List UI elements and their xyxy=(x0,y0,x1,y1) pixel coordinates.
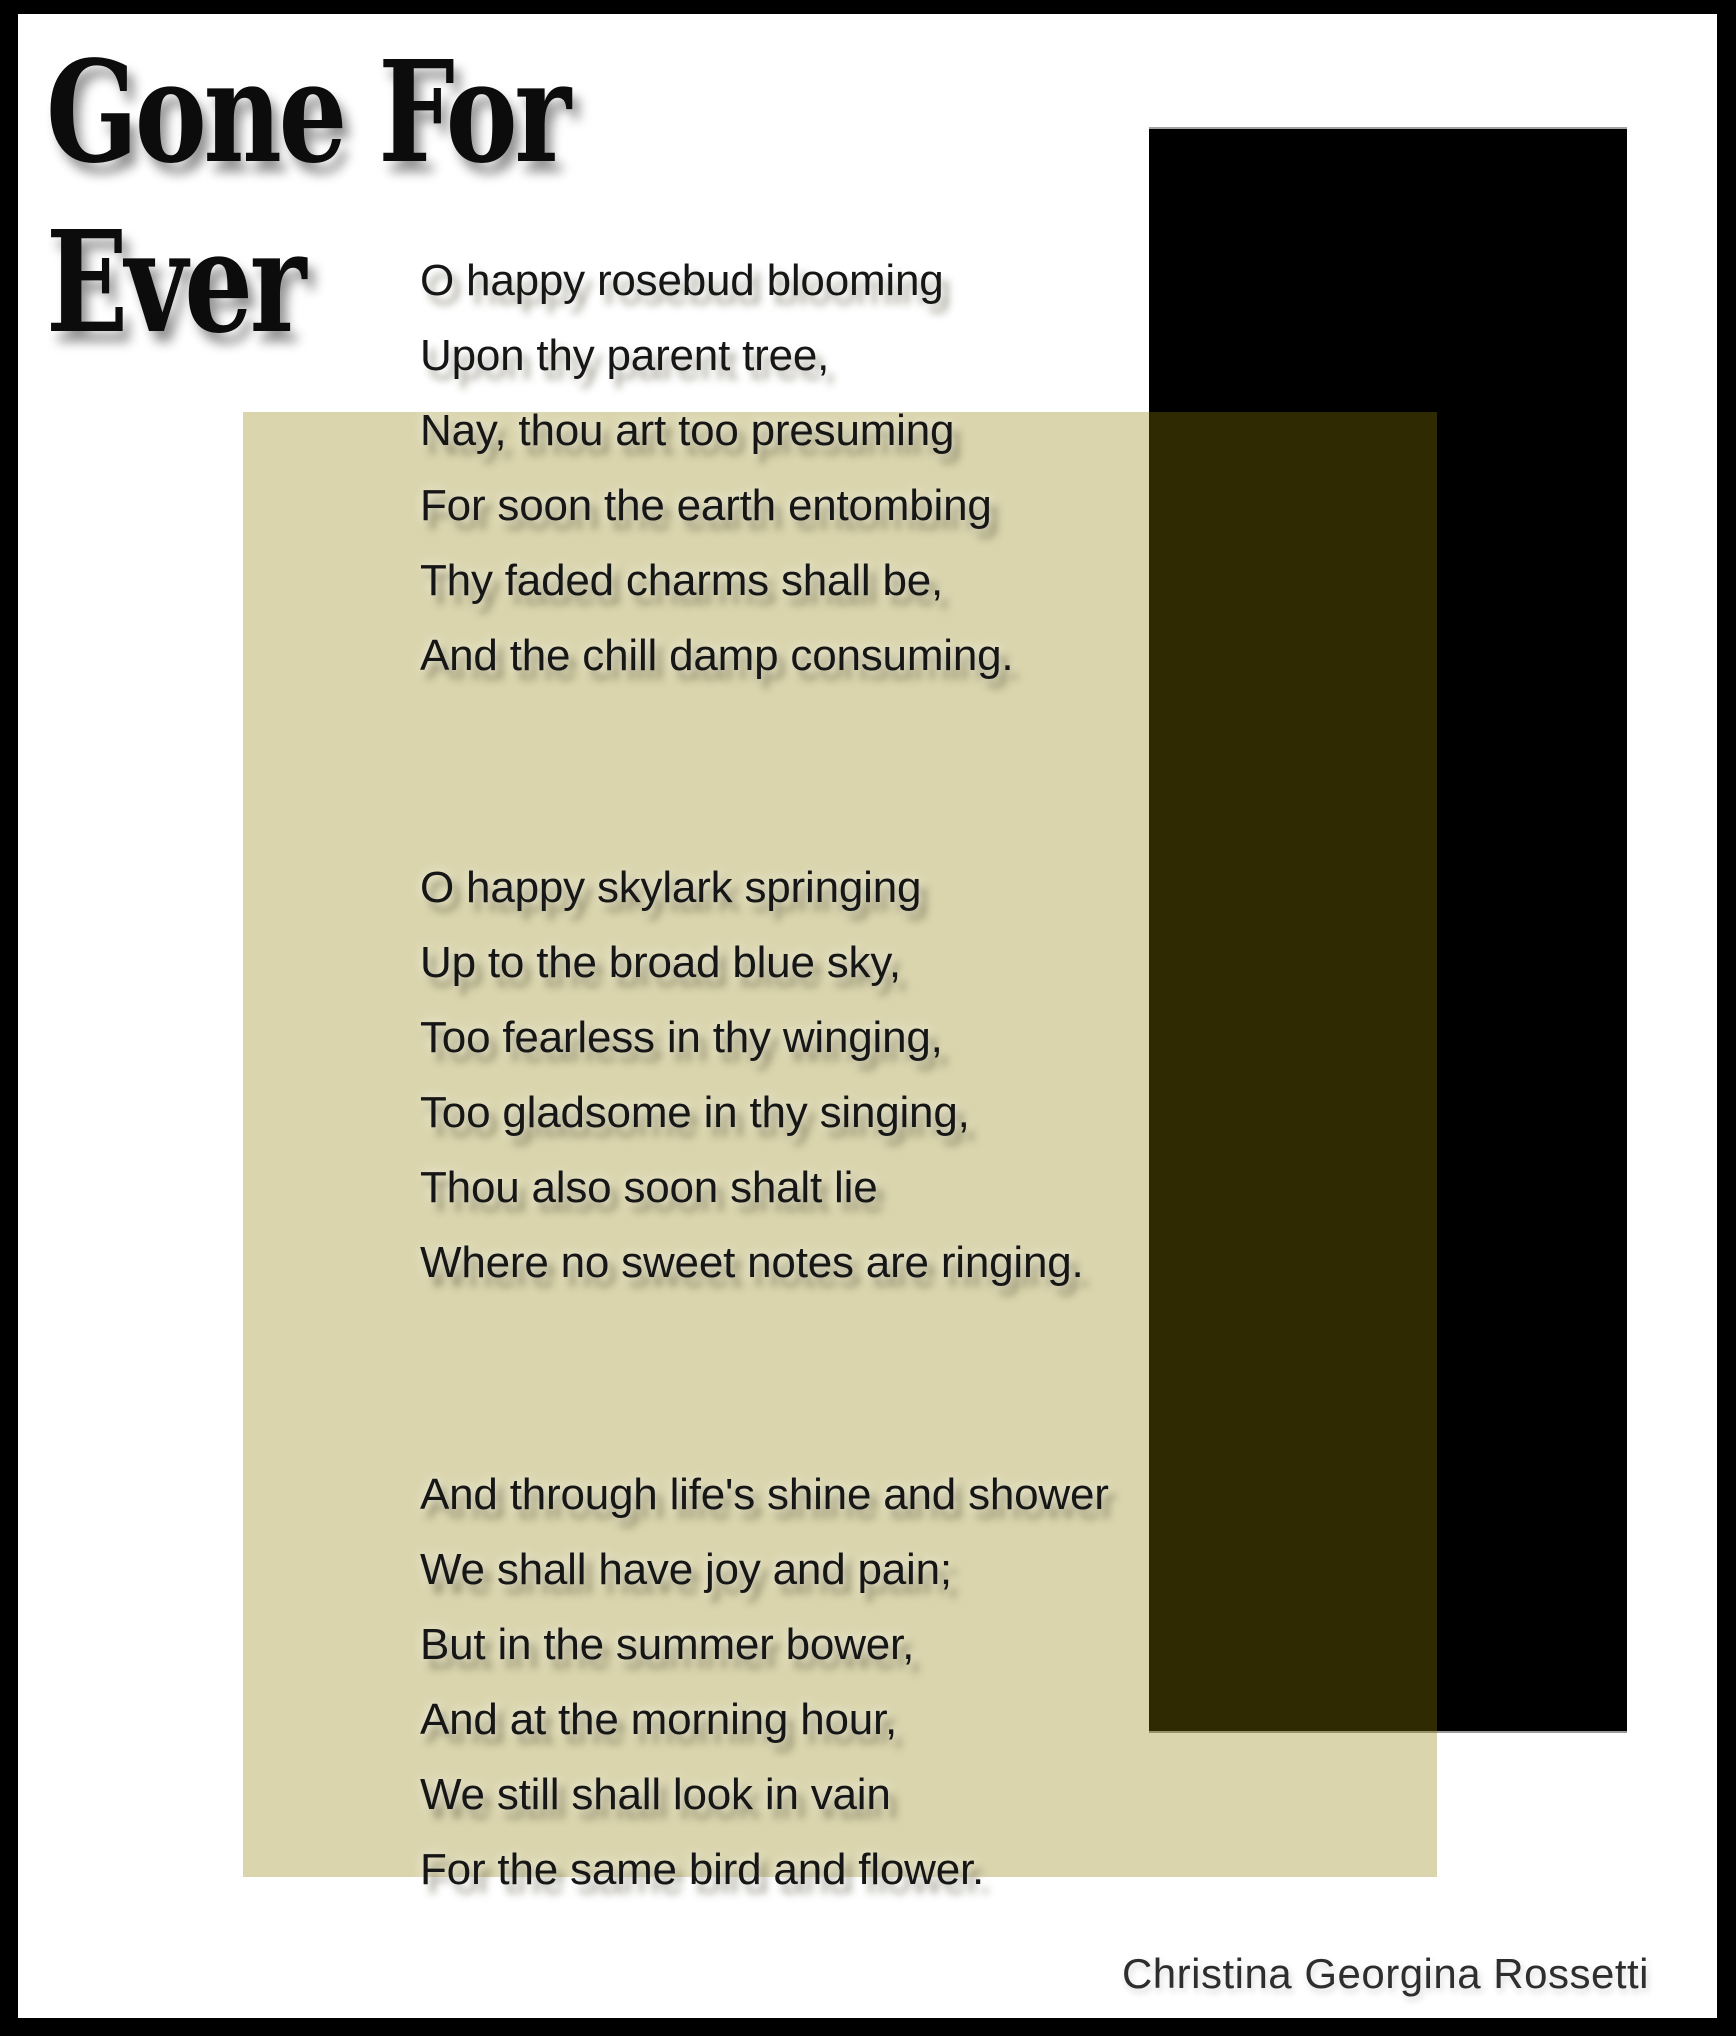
poem-body xyxy=(420,243,1109,2036)
poem-line: Thou also soon shalt lie xyxy=(420,1163,878,1212)
stanza-3 xyxy=(420,1457,1109,1907)
poem-line: Too gladsome in thy singing, xyxy=(420,1088,970,1137)
poem-line: O happy rosebud blooming xyxy=(420,256,944,305)
poem-title-line-1: Gone For xyxy=(46,31,568,195)
poem-line: And at the morning hour, xyxy=(420,1695,898,1744)
poem-line: Where no sweet notes are ringing. xyxy=(420,1238,1084,1287)
poem-line: For the same bird and flower. xyxy=(420,1845,985,1894)
poem-line: Up to the broad blue sky, xyxy=(420,938,901,987)
poem-line: Too fearless in thy winging, xyxy=(420,1013,943,1062)
poem-line: Upon thy parent tree, xyxy=(420,331,830,380)
poem-line: O happy skylark springing xyxy=(420,863,922,912)
poem-line: We shall have joy and pain; xyxy=(420,1545,952,1594)
poem-title-line-2: Ever xyxy=(46,201,304,365)
stanza-1 xyxy=(420,243,1109,693)
poem-line: And through life's shine and shower xyxy=(420,1470,1109,1519)
poem-line: Nay, thou art too presuming xyxy=(420,406,955,455)
poem-line: But in the summer bower, xyxy=(420,1620,915,1669)
poem-line: And the chill damp consuming. xyxy=(420,631,1014,680)
poem-line: For soon the earth entombing xyxy=(420,481,992,530)
author-attribution: Christina Georgina Rossetti xyxy=(1121,1950,1649,1997)
poem-line: We still shall look in vain xyxy=(420,1770,891,1819)
poem-line: Thy faded charms shall be, xyxy=(420,556,944,605)
stanza-2 xyxy=(420,850,1109,1300)
